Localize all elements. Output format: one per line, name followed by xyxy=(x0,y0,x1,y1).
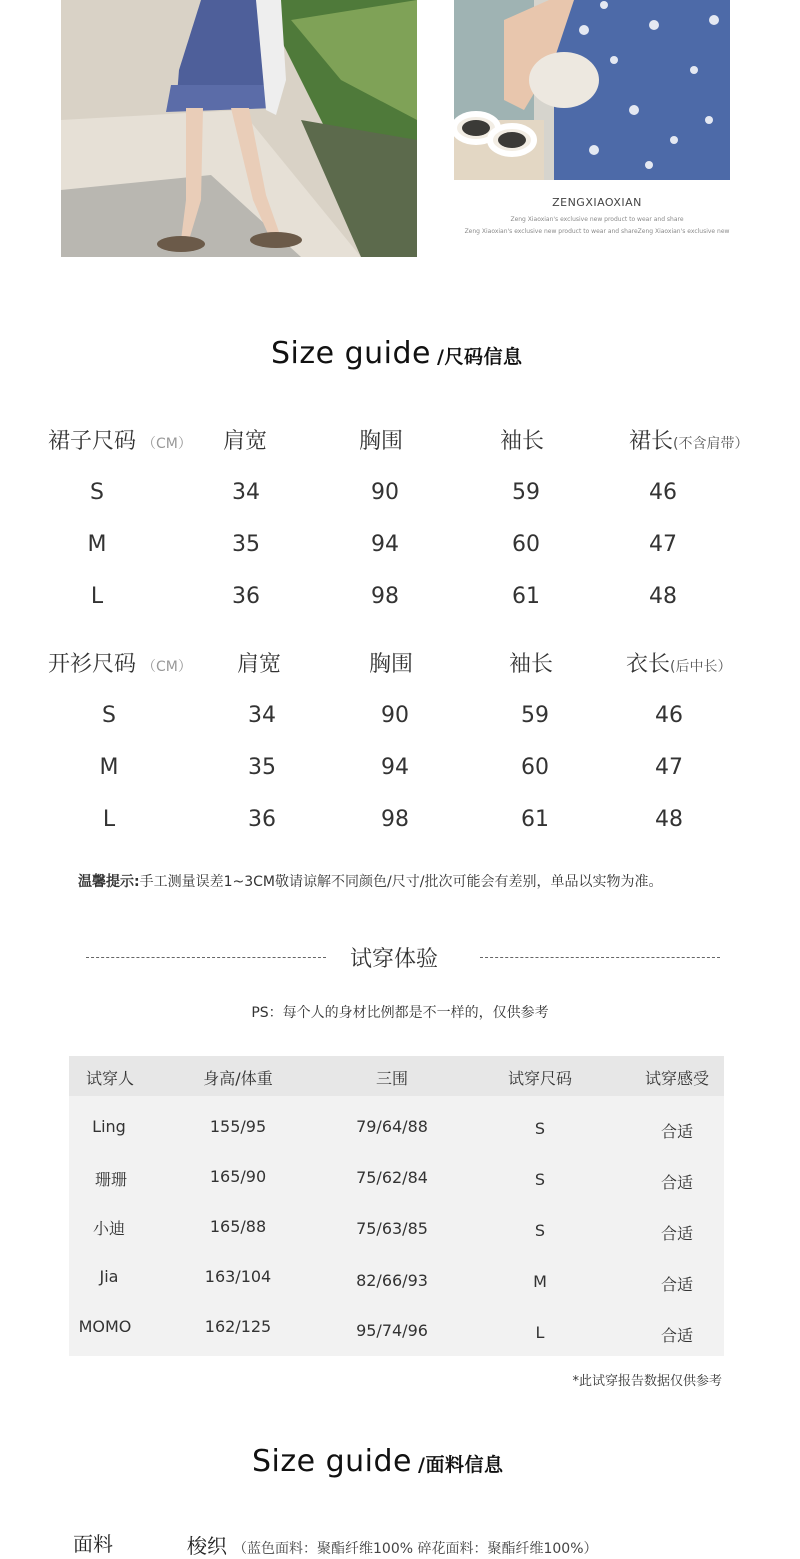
size-guide-title: Size guide xyxy=(271,336,432,371)
cardigan-col-sleeve: 袖长 xyxy=(509,652,554,677)
skirt-size-label: 裙子尺码 xyxy=(48,429,137,454)
cardigan-size-header xyxy=(48,647,192,678)
fabric-label: 面料 xyxy=(73,1532,113,1556)
trial-cell-size: M xyxy=(533,1272,547,1291)
skirt-cell: 35 xyxy=(232,532,260,557)
cardigan-cell: 98 xyxy=(381,807,409,832)
trial-cell-measurements: 82/66/93 xyxy=(356,1271,428,1290)
fabric-detail: （蓝色面料：聚酯纤维100% 碎花面料：聚酯纤维100%） xyxy=(233,1541,598,1557)
fabric-value xyxy=(187,1530,598,1559)
skirt-col-sleeve: 袖长 xyxy=(500,429,545,454)
cardigan-cell: 46 xyxy=(655,703,683,728)
cardigan-row-size: M xyxy=(99,755,119,780)
trial-col-fit: 试穿感受 xyxy=(644,1069,709,1088)
cardigan-cell: 36 xyxy=(248,807,276,832)
cardigan-cell: 47 xyxy=(655,755,683,780)
tip-text: 手工测量误差1~3CM敬请谅解不同颜色/尺寸/批次可能会有差别，单品以实物为准。 xyxy=(139,874,663,890)
cardigan-unit: （CM） xyxy=(142,659,192,675)
fabric-guide-title: Size guide xyxy=(252,1444,413,1479)
divider-left xyxy=(86,957,326,958)
cardigan-cell: 60 xyxy=(521,755,549,780)
cardigan-cell: 48 xyxy=(655,807,683,832)
skirt-col-length xyxy=(629,424,748,455)
trial-cell-person: MOMO xyxy=(78,1317,132,1336)
skirt-cell: 36 xyxy=(232,584,260,609)
trial-col-measurements: 三围 xyxy=(375,1069,408,1088)
trial-cell-person: 珊珊 xyxy=(94,1170,127,1189)
cardigan-row-size: S xyxy=(102,703,116,728)
trial-cell-person: Ling xyxy=(92,1117,126,1136)
skirt-row-size: M xyxy=(87,532,107,557)
cardigan-size-label: 开衫尺码 xyxy=(48,652,137,677)
skirt-col-length-note: (不含肩带） xyxy=(673,436,749,452)
fabric-type: 梭织 xyxy=(187,1534,227,1558)
skirt-unit: （CM） xyxy=(142,436,192,452)
cardigan-col-bust: 胸围 xyxy=(369,652,414,677)
cardigan-row-size: L xyxy=(102,807,116,832)
trial-cell-height-weight: 162/125 xyxy=(204,1317,272,1336)
skirt-cell: 98 xyxy=(371,584,399,609)
brand-tagline-2: Zeng Xiaoxian's exclusive new product to wear and shareZeng Xiaoxian's exclusive new xyxy=(464,228,730,235)
trial-cell-person: Jia xyxy=(99,1267,119,1286)
tip-label: 温馨提示: xyxy=(78,874,140,890)
skirt-cell: 48 xyxy=(649,584,677,609)
skirt-cell: 94 xyxy=(371,532,399,557)
trial-ps-note: PS：每个人的身材比例都是不一样的，仅供参考 xyxy=(251,1005,549,1021)
trial-cell-height-weight: 165/90 xyxy=(209,1167,267,1186)
skirt-cell: 90 xyxy=(371,480,399,505)
trial-cell-size: L xyxy=(535,1323,545,1342)
skirt-cell: 47 xyxy=(649,532,677,557)
size-guide-subtitle: /尺码信息 xyxy=(437,346,523,368)
skirt-col-bust: 胸围 xyxy=(359,429,404,454)
trial-col-size: 试穿尺码 xyxy=(507,1069,572,1088)
trial-col-height-weight: 身高/体重 xyxy=(203,1069,273,1088)
fabric-guide-heading xyxy=(252,1444,503,1479)
trial-cell-measurements: 75/63/85 xyxy=(356,1219,428,1238)
cardigan-col-length-note: (后中长） xyxy=(670,659,732,675)
skirt-row-size: S xyxy=(90,480,104,505)
trial-cell-fit: 合适 xyxy=(660,1122,693,1141)
cardigan-cell: 59 xyxy=(521,703,549,728)
product-photo-detail-sunglasses xyxy=(454,0,730,180)
trial-cell-fit: 合适 xyxy=(660,1224,693,1243)
trial-cell-fit: 合适 xyxy=(660,1326,693,1345)
product-photo-model-walking xyxy=(61,0,417,257)
cardigan-cell: 35 xyxy=(248,755,276,780)
trial-cell-measurements: 79/64/88 xyxy=(356,1117,428,1136)
trial-col-person: 试穿人 xyxy=(85,1069,134,1088)
skirt-cell: 46 xyxy=(649,480,677,505)
cardigan-cell: 61 xyxy=(521,807,549,832)
trial-cell-size: S xyxy=(534,1170,546,1189)
cardigan-cell: 90 xyxy=(381,703,409,728)
trial-cell-height-weight: 155/95 xyxy=(209,1117,267,1136)
trial-cell-fit: 合适 xyxy=(660,1173,693,1192)
skirt-col-length-label: 裙长 xyxy=(629,429,674,454)
skirt-size-header xyxy=(48,424,192,455)
trial-title: 试穿体验 xyxy=(350,947,439,972)
size-guide-heading xyxy=(271,336,522,371)
trial-cell-measurements: 95/74/96 xyxy=(356,1321,428,1340)
trial-cell-height-weight: 165/88 xyxy=(209,1217,267,1236)
trial-cell-measurements: 75/62/84 xyxy=(356,1168,428,1187)
cardigan-cell: 94 xyxy=(381,755,409,780)
cardigan-col-length-label: 衣长 xyxy=(626,652,671,677)
measurement-tip xyxy=(78,871,662,891)
skirt-cell: 61 xyxy=(512,584,540,609)
cardigan-cell: 34 xyxy=(248,703,276,728)
cardigan-col-length xyxy=(626,647,731,678)
skirt-cell: 60 xyxy=(512,532,540,557)
skirt-row-size: L xyxy=(90,584,104,609)
brand-tagline: Zeng Xiaoxian's exclusive new product to wear and share xyxy=(510,216,684,223)
trial-cell-height-weight: 163/104 xyxy=(204,1267,272,1286)
trial-cell-size: S xyxy=(534,1221,546,1240)
skirt-cell: 34 xyxy=(232,480,260,505)
trial-cell-size: S xyxy=(534,1119,546,1138)
trial-disclaimer: *此试穿报告数据仅供参考 xyxy=(572,1374,722,1389)
divider-right xyxy=(480,957,720,958)
trial-cell-person: 小迪 xyxy=(92,1219,125,1238)
brand-name: ZENGXIAOXIAN xyxy=(552,196,642,209)
trial-cell-fit: 合适 xyxy=(660,1275,693,1294)
skirt-cell: 59 xyxy=(512,480,540,505)
trial-table xyxy=(69,1056,724,1356)
cardigan-col-shoulder: 肩宽 xyxy=(237,652,282,677)
fabric-guide-subtitle: /面料信息 xyxy=(418,1454,504,1476)
skirt-col-shoulder: 肩宽 xyxy=(223,429,268,454)
